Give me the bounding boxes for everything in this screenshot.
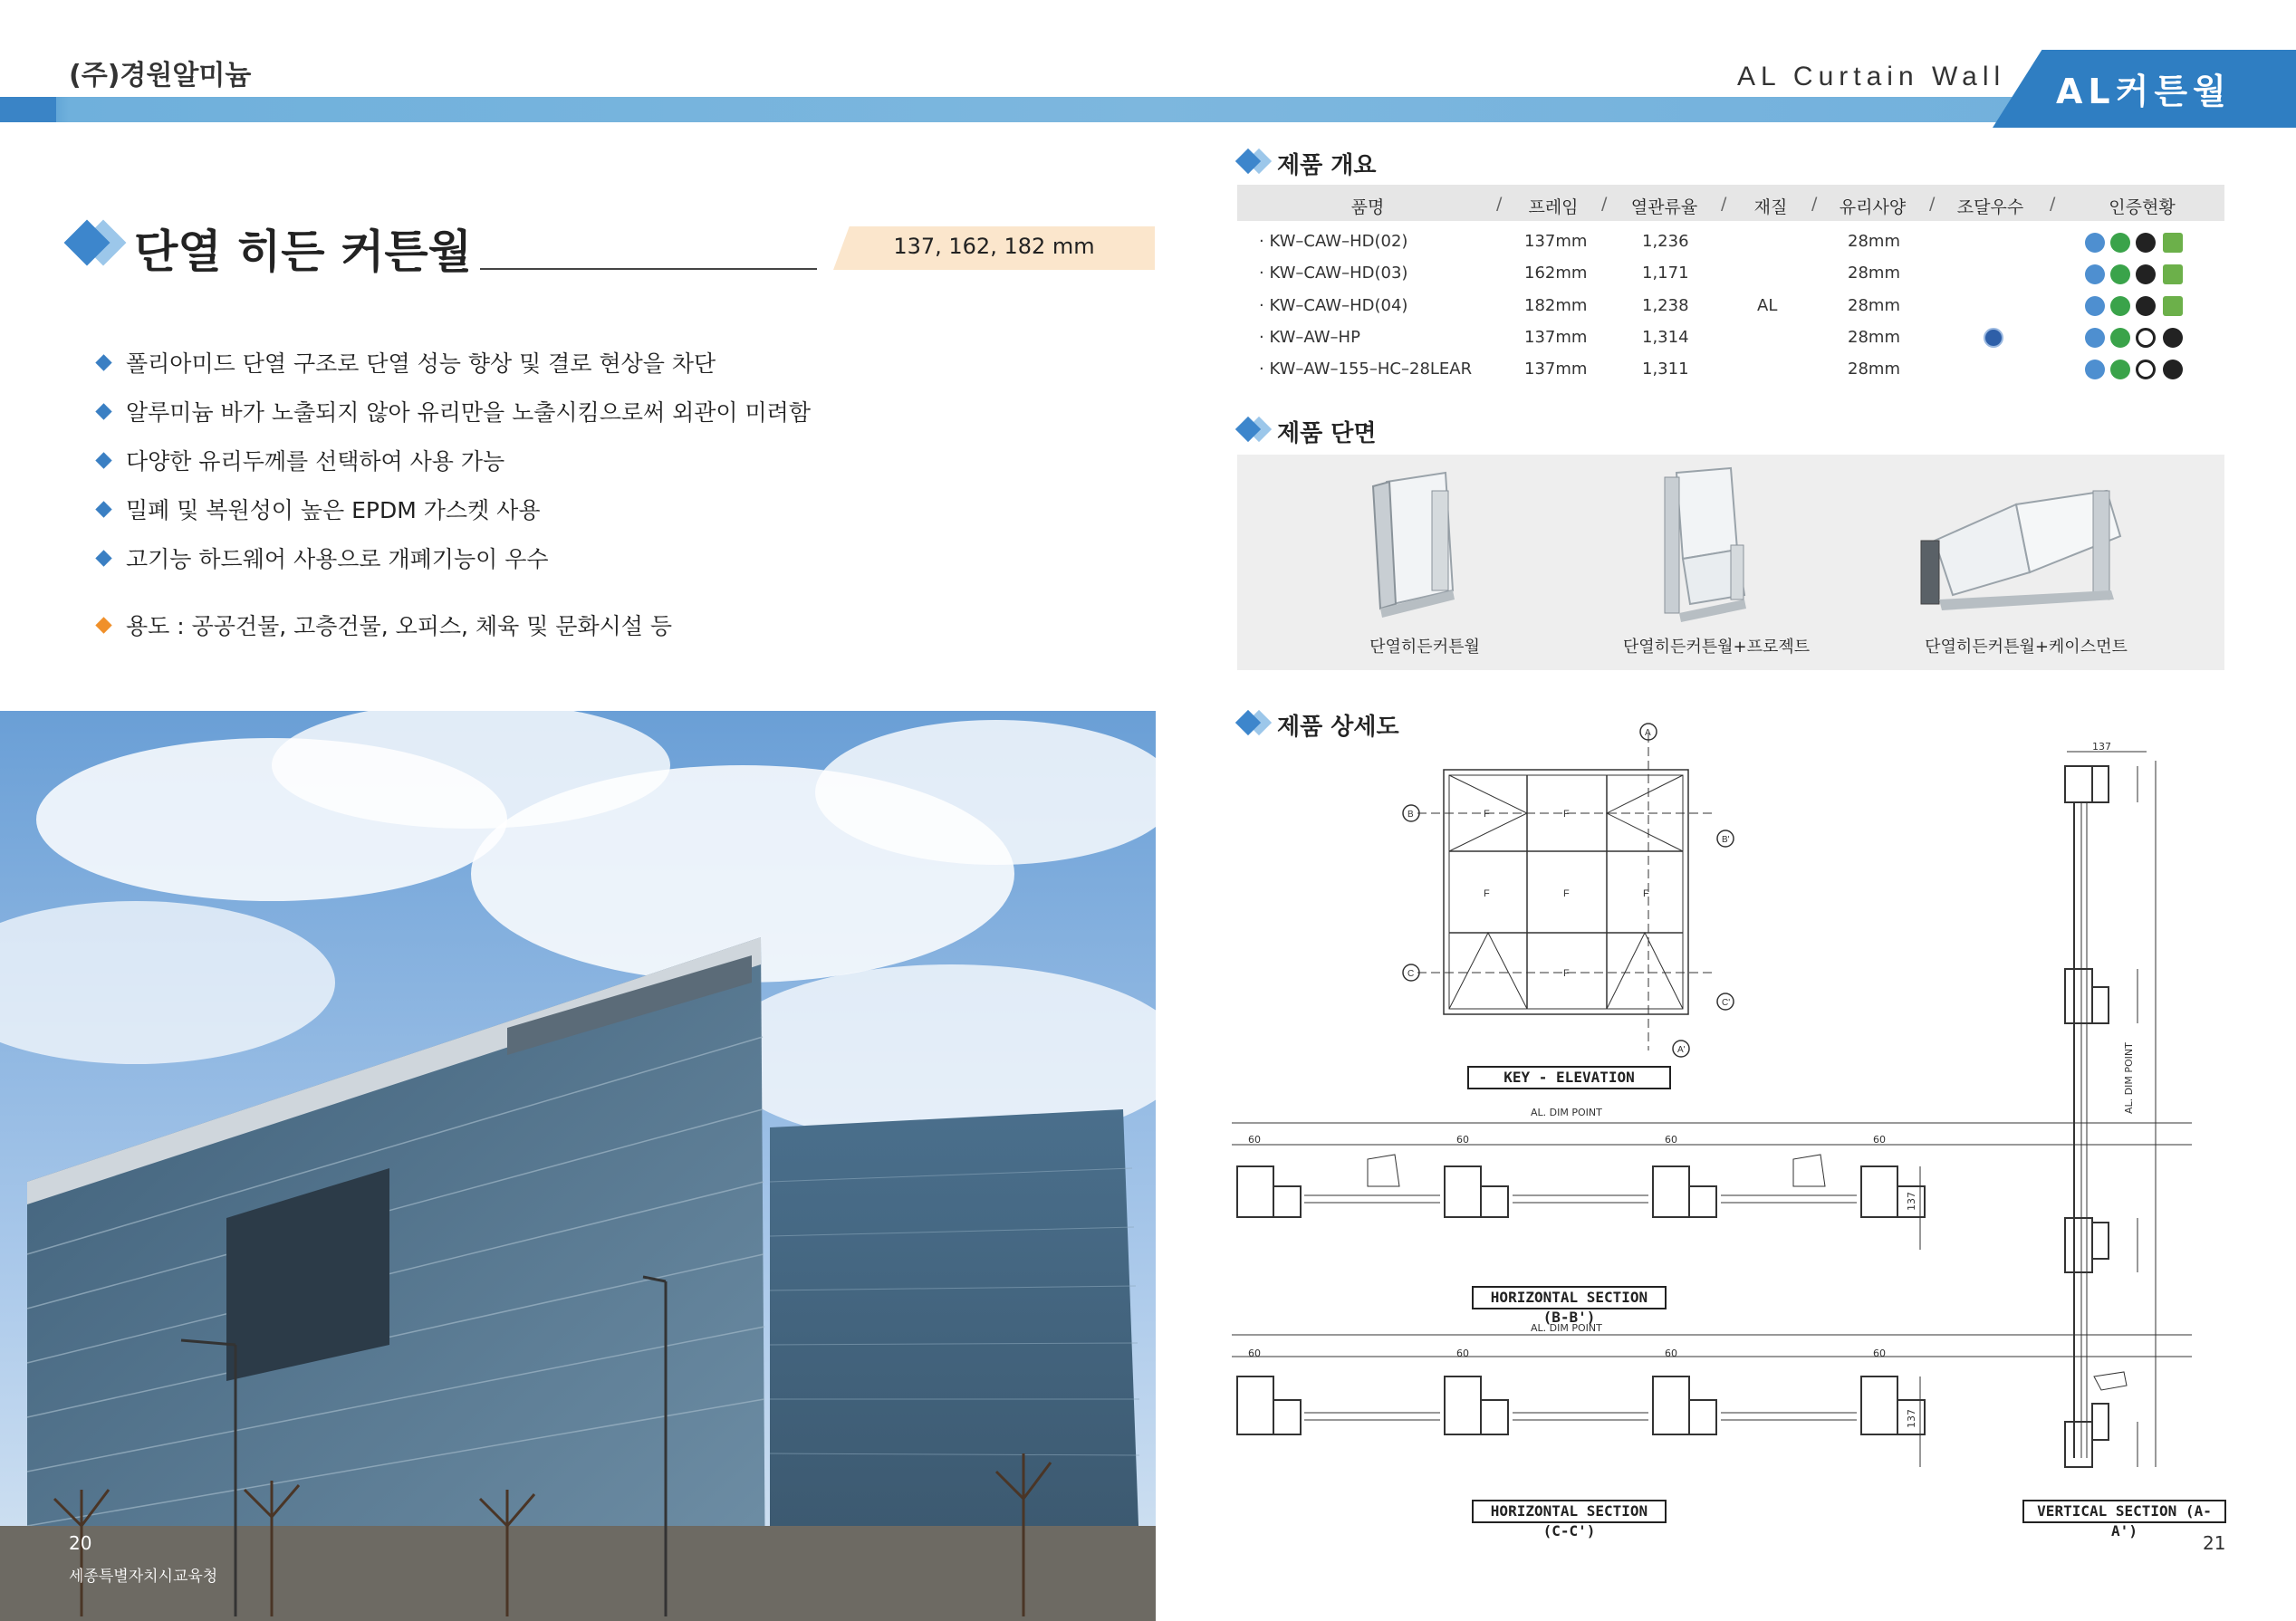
col-separator: / [2050,194,2056,214]
page-number-right: 21 [2203,1532,2226,1554]
section-marker-b: B [1407,810,1414,820]
cell-material: AL [1757,296,1778,315]
energy-cert-icon [2085,264,2105,284]
cell-glass: 28mm [1848,232,1900,251]
cell-name: · KW–AW–155–HC–28LEAR [1259,360,1473,379]
cell-u: 1,238 [1642,296,1689,315]
feature-item [98,395,811,427]
pane-fixed-mark: F [1563,888,1570,899]
kc-cert-icon [2136,296,2156,316]
horizontal-section-cc-label: HORIZONTAL SECTION (C-C') [1472,1500,1667,1523]
cell-frame: 162mm [1524,264,1588,283]
cell-name: · KW–CAW–HD(02) [1259,232,1408,251]
technical-drawings [1232,715,2237,1539]
kc-cert-icon [2163,328,2183,348]
header-band [0,97,2296,122]
cell-u: 1,236 [1642,232,1689,251]
dim-137-label: 137 [1906,1192,1917,1211]
dim-60-label: 60 [1456,1348,1469,1359]
usage-diamond-icon [95,617,111,633]
cell-frame: 182mm [1524,296,1588,315]
feature-item [98,542,549,574]
series-title-en: AL Curtain Wall [1737,62,2006,91]
dim-137-label: 137 [1906,1409,1917,1428]
cell-frame: 137mm [1524,232,1588,251]
profile-caption: 단열히든커튼월+케이스먼트 [1925,638,2128,657]
cell-glass: 28mm [1848,264,1900,283]
dim-60-label: 60 [1665,1134,1677,1146]
green-cert-icon [2110,264,2130,284]
key-elevation-label: KEY - ELEVATION [1467,1066,1671,1089]
product-title: 단열 히든 커튼월 [134,225,472,278]
dim-60-label: 60 [1873,1134,1886,1146]
green-cert-icon [2110,233,2130,253]
col-header: 열관류율 [1630,197,1698,217]
dim-60-label: 60 [1873,1348,1886,1359]
dim-60-label: 60 [1248,1134,1261,1146]
col-header: 조달우수 [1956,197,2024,217]
feature-text: 폴리아미드 단열 구조로 단열 성능 향상 및 결로 현상을 차단 [126,350,716,377]
kc-cert-icon [2136,264,2156,284]
feature-text: 밀폐 및 복원성이 높은 EPDM 가스켓 사용 [126,497,541,523]
pane-fixed-mark: F [1484,809,1490,820]
vertical-dim-point-label: AL. DIM POINT [2123,1042,2135,1114]
leaf-cert-icon [2163,296,2183,316]
col-header: 인증현황 [2109,197,2176,217]
title-underline [480,268,817,270]
ks-cert-icon [2136,360,2156,379]
section-marker-c: C [1407,969,1415,979]
green-cert-icon [2110,296,2130,316]
section-overview [1277,147,1377,180]
feature-item [98,346,716,379]
bullet-diamond-icon [95,452,111,468]
dim-137-label: 137 [2092,741,2111,753]
horizontal-section-bb-label: HORIZONTAL SECTION (B-B') [1472,1286,1667,1309]
col-header: 유리사양 [1839,197,1907,217]
col-separator: / [1601,194,1608,214]
section-marker-c-prime: C' [1722,998,1731,1008]
col-header: 재질 [1753,197,1788,217]
cell-u: 1,311 [1642,360,1689,379]
cell-glass: 28mm [1848,296,1900,315]
cell-frame: 137mm [1524,360,1588,379]
energy-cert-icon [2085,360,2105,379]
green-cert-icon [2110,328,2130,348]
energy-cert-icon [2085,233,2105,253]
bullet-diamond-icon [95,550,111,566]
cell-frame: 137mm [1524,328,1588,347]
feature-text: 알루미늄 바가 노출되지 않아 유리만을 노출시킴으로써 외관이 미려함 [126,399,811,426]
pane-fixed-mark: F [1643,888,1649,899]
leaf-cert-icon [2163,264,2183,284]
vertical-section-aa-label: VERTICAL SECTION (A-A') [2022,1500,2226,1523]
feature-text: 고기능 하드웨어 사용으로 개폐기능이 우수 [126,546,549,572]
bullet-diamond-icon [95,501,111,517]
usage-text: 용도 : 공공건물, 고층건물, 오피스, 체육 및 문화시설 등 [126,613,672,639]
page-number-left: 20 [69,1532,92,1554]
col-header: 프레임 [1528,197,1579,217]
cell-u: 1,314 [1642,328,1689,347]
pane-fixed-mark: F [1563,968,1570,979]
section-overview-title: 제품 개요 [1277,152,1377,179]
spec-text: 137, 162, 182 mm [893,234,1095,259]
energy-cert-icon [2085,296,2105,316]
green-cert-icon [2110,360,2130,379]
col-separator: / [1811,194,1818,214]
leaf-cert-icon [2163,233,2183,253]
profile-image [1665,468,1746,622]
dim-60-label: 60 [1456,1134,1469,1146]
profile-caption: 단열히든커튼월 [1369,638,1480,657]
photo-caption: 세종특별자치시교육청 [69,1568,218,1586]
feature-item [98,493,540,525]
col-separator: / [1929,194,1936,214]
cell-name: · KW–CAW–HD(03) [1259,264,1408,283]
cell-glass: 28mm [1848,328,1900,347]
section-details-title: 제품 상세도 [1277,714,1399,741]
section-marker-a-prime: A' [1677,1045,1686,1055]
section-marker-a: A [1645,728,1651,738]
section-cross-title: 제품 단면 [1277,420,1377,447]
bullet-diamond-icon [95,354,111,370]
dim-60-label: 60 [1248,1348,1261,1359]
col-separator: / [1721,194,1727,214]
dim-point-label: AL. DIM POINT [1531,1322,1602,1334]
bullet-diamond-icon [95,403,111,419]
cell-u: 1,171 [1642,264,1689,283]
col-separator: / [1496,194,1503,214]
building-photo [0,711,1156,1621]
kc-cert-icon [2136,233,2156,253]
usage-item [98,609,672,641]
cell-name: · KW–CAW–HD(04) [1259,296,1408,315]
pane-fixed-mark: F [1484,888,1490,899]
profile-image [1921,491,2120,610]
procurement-mark-icon [1984,328,2003,348]
profile-caption: 단열히든커튼월+프로젝트 [1622,638,1811,657]
header-band-accent [0,97,56,122]
energy-cert-icon [2085,328,2105,348]
feature-item [98,444,504,476]
section-marker-b-prime: B' [1722,835,1730,845]
ks-cert-icon [2136,328,2156,348]
cell-name: · KW–AW–HP [1259,328,1360,347]
company-name: (주)경원알미늄 [69,60,252,91]
dim-60-label: 60 [1665,1348,1677,1359]
feature-text: 다양한 유리두께를 선택하여 사용 가능 [126,448,505,475]
dim-point-label: AL. DIM POINT [1531,1107,1602,1118]
col-header: 품명 [1350,197,1385,217]
cell-glass: 28mm [1848,360,1900,379]
series-title-ko: AL커튼월 [2056,72,2232,111]
section-cross [1277,415,1377,448]
pane-fixed-mark: F [1563,809,1570,820]
kc-cert-icon [2163,360,2183,379]
profile-image [1373,473,1455,618]
